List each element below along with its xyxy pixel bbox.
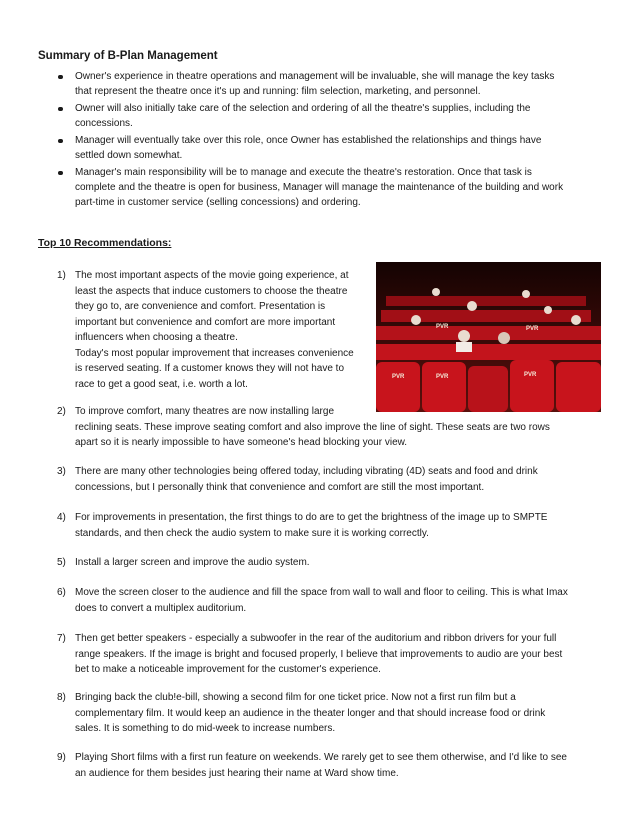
bullet-line: Owner will also initially take care of the selection and ordering of all the theatre's supplies, including the <box>75 103 531 114</box>
bullet-line: concessions. <box>75 118 133 129</box>
rec-line: range speakers. If the image is bright and focused properly, I believe that improvements to audio are your best <box>75 648 563 660</box>
recommendation-number: 8) <box>57 692 66 703</box>
rec-line: The most important aspects of the movie going experience, at <box>75 270 349 281</box>
bullet-line: complete and the theatre is open for business, Manager will manage the maintenance of the building and work <box>75 182 564 193</box>
rec-line: they go to, are convenience and comfort. Presentation is <box>75 301 326 312</box>
rec-line: To improve comfort, many theatres are now installing large <box>75 406 335 417</box>
recommendation-number: 4) <box>57 512 66 523</box>
recommendation-number: 7) <box>57 633 66 644</box>
summary-bullet-list <box>58 69 603 212</box>
bullet-line: Manager's main responsibility will be to manage and execute the theatre's restoration. Once that task is <box>75 167 532 178</box>
cinema-audience-photo <box>376 262 601 412</box>
rec-line: standards, and then check the audio system to make sure it is working correctly. <box>75 527 429 539</box>
rec-line: For improvements in presentation, the first things to do are to get the brightness of the image up to SMPTE <box>75 512 548 523</box>
seat-rows-back <box>376 296 601 360</box>
rec-line: influencers when choosing a theatre. <box>75 332 238 343</box>
recommendation-number: 5) <box>57 557 66 568</box>
rec-line: There are many other technologies being offered today, including vibrating (4D) seats and food and drink <box>75 466 538 477</box>
rec-line: Then get better speakers - especially a subwoofer in the rear of the auditorium and ribbon drivers for your full <box>75 633 557 644</box>
summary-bullet-4 <box>58 165 603 210</box>
rec-line: important but convenience and comfort are more important <box>75 316 336 328</box>
bullet-dot-icon <box>58 75 63 80</box>
rec-line: an audience for them besides just hearing their name at Ward show time. <box>75 767 399 779</box>
summary-bullet-2 <box>58 101 603 131</box>
summary-bullet-3 <box>58 133 603 163</box>
bullet-line: part-time in customer service (selling concessions) and ordering. <box>75 197 361 208</box>
seat-label: PVR <box>524 372 537 378</box>
recommendation-number: 6) <box>57 587 66 598</box>
summary-heading: Summary of B-Plan Management <box>38 50 218 62</box>
seat-label: PVR <box>436 374 449 380</box>
rec-line: is reserved seating. If a customer knows they will not have to <box>75 363 345 374</box>
rec-line: Playing Short films with a first run feature on weekends. We rarely get to see them otherwise, and I'd like to see <box>75 752 567 763</box>
seat-label: PVR <box>526 326 539 332</box>
cinema-photo-illustration <box>376 262 601 412</box>
rec-line: Bringing back the club!e-bill, showing a second film for one ticket price. Now not a first run film but a <box>75 692 516 703</box>
bullet-line: that represent the theatre once it's up and running: film selection, marketing, and personnel. <box>75 86 481 97</box>
summary-bullet-1 <box>58 69 603 99</box>
rec-line: does to convert a multiplex auditorium. <box>75 602 247 614</box>
rec-line: race to get a good seat, i.e. worth a lot. <box>75 378 248 390</box>
rec-line: reclining seats. These improve seating comfort and also improve the line of sight. These seats are two rows <box>75 421 550 433</box>
rec-line: least the aspects that induce customers to choose the theatre <box>75 285 348 297</box>
rec-line: concessions, but I personally think that convenience and comfort are still the most important. <box>75 481 485 493</box>
rec-line: apart so it is nearly impossible to have someone's head blocking your view. <box>75 437 408 448</box>
rec-line: Move the screen closer to the audience and fill the space from wall to wall and floor to ceiling. This is what Imax <box>75 587 568 598</box>
rec-line: sales. It is something to do mid-week to increase numbers. <box>75 723 336 734</box>
seat-label: PVR <box>392 374 405 380</box>
bullet-line: Owner's experience in theatre operations and management will be invaluable, she will manage the key tasks <box>75 71 555 82</box>
recommendation-number: 2) <box>57 406 66 417</box>
rec-line: complementary film. It would keep an audience in the theater longer and that should increase food or drink <box>75 707 546 719</box>
bullet-line: Manager will eventually take over this role, once Owner has established the relationships and things have <box>75 135 542 146</box>
bullet-dot-icon <box>58 107 63 112</box>
recommendations-heading: Top 10 Recommendations: <box>38 237 172 249</box>
rec-line: Today's most popular improvement that increases convenience <box>75 347 354 359</box>
recommendation-number: 1) <box>57 270 66 281</box>
rec-line: bet to make a noticeable improvement for the customer's experience. <box>75 664 381 675</box>
bullet-line: settled down somewhat. <box>75 150 183 161</box>
seat-label: PVR <box>436 324 449 330</box>
recommendation-number: 9) <box>57 752 66 763</box>
bullet-dot-icon <box>58 139 63 144</box>
bullet-dot-icon <box>58 171 63 176</box>
recommendation-number: 3) <box>57 466 66 477</box>
rec-line: Install a larger screen and improve the audio system. <box>75 557 310 568</box>
